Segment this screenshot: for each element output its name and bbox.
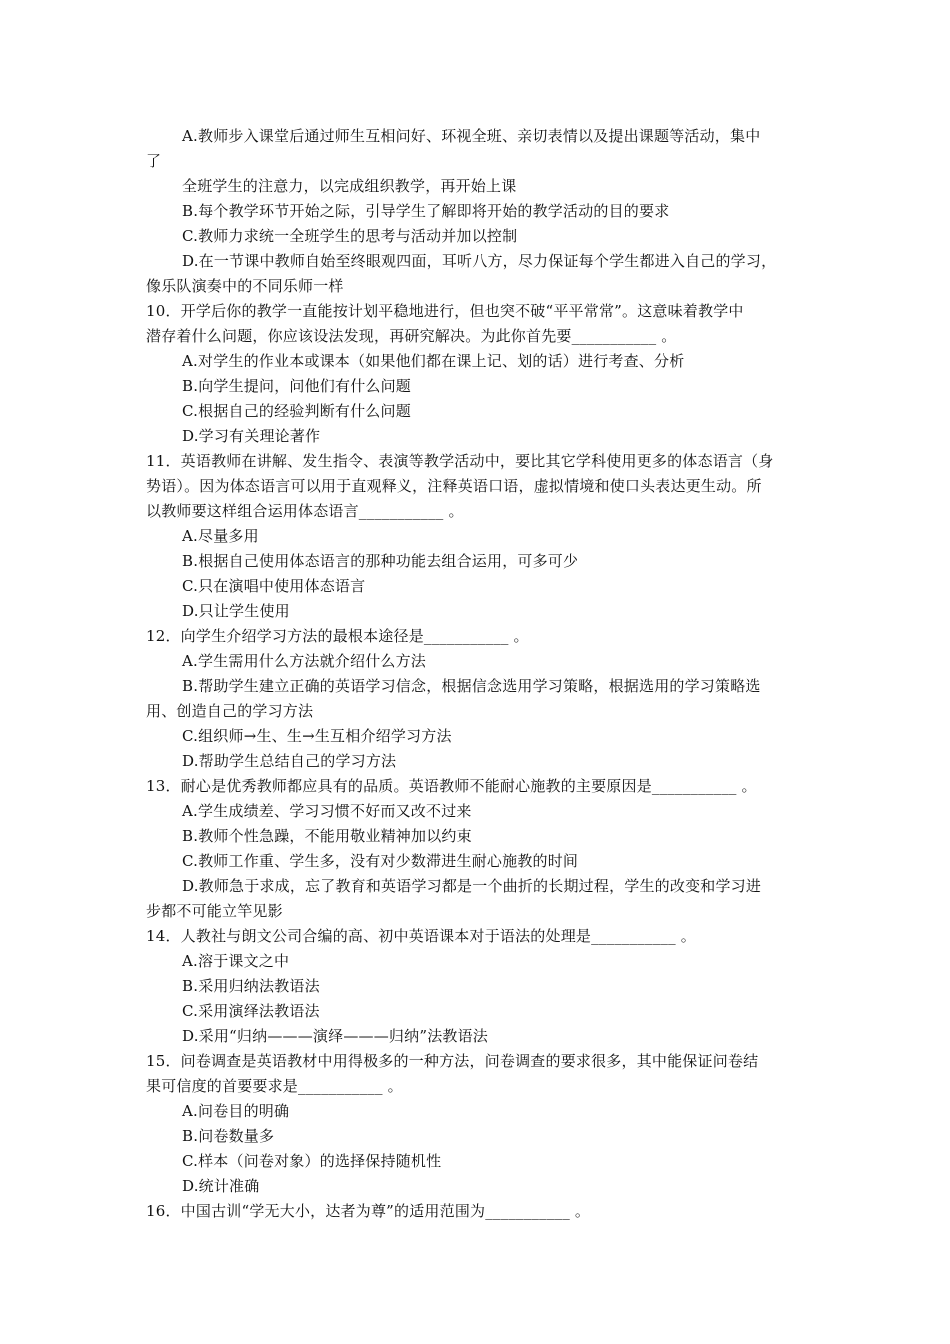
q9-option-a-line2: 了 <box>146 152 162 170</box>
q12-option-b-line2: 用、创造自己的学习方法 <box>146 702 314 720</box>
q13-option-b: B.教师个性急躁，不能用敬业精神加以约束 <box>182 827 472 845</box>
q10-line1: 10．开学后你的教学一直能按计划平稳地进行，但也突不破“平平常常”。这意味着教学中 <box>146 302 744 320</box>
q15-line2: 果可信度的首要要求是___________ 。 <box>146 1077 403 1095</box>
q9-option-d-line1: D.在一节课中教师自始至终眼观四面，耳听八方，尽力保证每个学生都进入自己的学习， <box>182 252 777 270</box>
q12-line1: 12．向学生介绍学习方法的最根本途径是___________ 。 <box>146 627 529 645</box>
q11-line2: 势语）。因为体态语言可以用于直观释义，注释英语口语，虚拟情境和使口头表达更生动。所 <box>146 477 762 495</box>
q13-option-c: C.教师工作重、学生多，没有对少数滞进生耐心施教的时间 <box>182 852 579 870</box>
q10-line2: 潜存着什么问题，你应该设法发现，再研究解决。为此你首先要___________ 。 <box>146 327 677 345</box>
q10-option-a: A.对学生的作业本或课本（如果他们都在课上记、划的话）进行考查、分析 <box>182 352 685 370</box>
q13-option-d-line2: 步都不可能立竿见影 <box>146 902 283 920</box>
q15-option-c: C.样本（问卷对象）的选择保持随机性 <box>182 1152 442 1170</box>
q14-option-b: B.采用归纳法教语法 <box>182 977 320 995</box>
q11-option-a: A.尽量多用 <box>182 527 259 545</box>
q9-option-a-line3: 全班学生的注意力，以完成组织教学，再开始上课 <box>182 177 517 195</box>
q13-line1: 13．耐心是优秀教师都应具有的品质。英语教师不能耐心施教的主要原因是___________ 。 <box>146 777 757 795</box>
q15-line1: 15．问卷调查是英语教材中用得极多的一种方法，问卷调查的要求很多，其中能保证问卷结 <box>146 1052 759 1070</box>
q14-option-d: D.采用“归纳———演绎———归纳”法教语法 <box>182 1027 488 1045</box>
q9-option-a-line1: A.教师步入课堂后通过师生互相问好、环视全班、亲切表情以及提出课题等活动，集中 <box>182 127 761 145</box>
q14-option-a: A.溶于课文之中 <box>182 952 290 970</box>
q12-option-a: A.学生需用什么方法就介绍什么方法 <box>182 652 427 670</box>
q12-option-b-line1: B.帮助学生建立正确的英语学习信念，根据信念选用学习策略，根据选用的学习策略选 <box>182 677 761 695</box>
q9-option-d-line2: 像乐队演奏中的不同乐师一样 <box>146 277 344 295</box>
q10-option-c: C.根据自己的经验判断有什么问题 <box>182 402 411 420</box>
q11-line1: 11．英语教师在讲解、发生指令、表演等教学活动中，要比其它学科使用更多的体态语言（身 <box>146 452 774 470</box>
q15-option-b: B.问卷数量多 <box>182 1127 275 1145</box>
q11-option-c: C.只在演唱中使用体态语言 <box>182 577 366 595</box>
q13-option-d-line1: D.教师急于求成，忘了教育和英语学习都是一个曲折的长期过程，学生的改变和学习进 <box>182 877 762 895</box>
q12-option-d: D.帮助学生总结自己的学习方法 <box>182 752 397 770</box>
q14-option-c: C.采用演绎法教语法 <box>182 1002 320 1020</box>
q12-option-c: C.组织师→生、生→生互相介绍学习方法 <box>182 727 452 745</box>
q15-option-d: D.统计准确 <box>182 1177 260 1195</box>
q11-option-b: B.根据自己使用体态语言的那种功能去组合运用，可多可少 <box>182 552 579 570</box>
q9-option-c: C.教师力求统一全班学生的思考与活动并加以控制 <box>182 227 518 245</box>
q10-option-d: D.学习有关理论著作 <box>182 427 321 445</box>
q13-option-a: A.学生成绩差、学习习惯不好而又改不过来 <box>182 802 472 820</box>
q11-option-d: D.只让学生使用 <box>182 602 290 620</box>
q9-option-b: B.每个教学环节开始之际，引导学生了解即将开始的教学活动的目的要求 <box>182 202 670 220</box>
q10-option-b: B.向学生提问，问他们有什么问题 <box>182 377 411 395</box>
q16-line1: 16．中国古训“学无大小，达者为尊”的适用范围为___________ 。 <box>146 1202 591 1220</box>
q14-line1: 14．人教社与朗文公司合编的高、初中英语课本对于语法的处理是___________ 。 <box>146 927 696 945</box>
q15-option-a: A.问卷目的明确 <box>182 1102 290 1120</box>
q11-line3: 以教师要这样组合运用体态语言___________ 。 <box>146 502 464 520</box>
